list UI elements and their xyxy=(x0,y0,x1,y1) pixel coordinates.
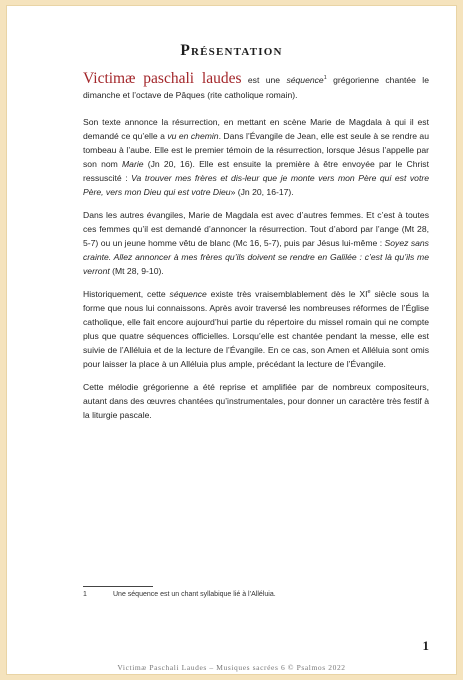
lead-title: Victimæ paschali laudes xyxy=(83,70,242,87)
body-text xyxy=(83,70,429,431)
paragraph-3: Historiquement, cette séquence existe très vraisemblablement dès le XIe siècle sous la forme que nous lui connaissons. Après avoir traversé les nombreuses réformes de l’Église catholique, elle fait encore aujourd’hui partie du répertoire du missel romain qui ne compte plus que quatre séquences officielles. Lorsqu’elle est chantée pendant la messe, elle est suivie de l’Alléluia et de la lecture de l’Évangile. En ce cas, son Amen et Alléluia sont omis pour laisser la place à un Alléluia plus ample, précédant la lecture de l’Évangile. xyxy=(83,289,429,369)
footnote-ref[interactable]: 1 xyxy=(323,75,327,82)
page-title: Présentation xyxy=(180,42,283,59)
page-footer: Victimæ Paschali Laudes – Musiques sacrées 6 © Psalmos 2022 xyxy=(117,663,346,672)
paragraph-2: Dans les autres évangiles, Marie de Magdala est avec d’autres femmes. Et c’est à toutes ces femmes qu’il est demandé d’annoncer la résurrection. Tout d’abord par l’ange (Mt 28, 5-7) ou un jeune homme vêtu de blanc (Mc 16, 5-7), puis par Jésus lui-même : Soyez sans crainte. Allez annoncer à mes frères qu’ils doivent se rendre en Galilée : c’est là qu’ils me verront (Mt 28, 9-10). xyxy=(83,210,429,276)
footnote-text: Une séquence est un chant syllabique lié à l’Alléluia. xyxy=(113,591,276,598)
footnote xyxy=(83,591,276,598)
paragraph-4: Cette mélodie grégorienne a été reprise et amplifiée par de nombreux compositeurs, autant dans des œuvres chantées qu’instrumentales, pour donner un caractère très festif à la liturgie pascale. xyxy=(83,382,429,420)
footnote-number: 1 xyxy=(83,591,87,598)
paragraph-1: Son texte annonce la résurrection, en mettant en scène Marie de Magdala à qui il est demandé ce qu’elle a vu en chemin. Dans l’Évangile de Jean, elle est seule à se rendre au tombeau à l’aube. Elle est le premier témoin de la résurrection, lorsque Jésus l’appelle par son nom Marie (Jn 20, 16). Elle est ensuite la première à être envoyée par le Christ ressuscité : Va trouver mes frères et dis-leur que je monte vers mon Père qui est votre Père, vers mon Dieu qui est votre Dieu» (Jn 20, 16-17). xyxy=(83,117,429,197)
footnote-divider xyxy=(83,586,153,587)
page-number: 1 xyxy=(422,638,429,653)
page xyxy=(7,6,456,674)
intro-paragraph: Victimæ paschali laudes est une séquence$^1$ grégorienne chantée le dimanche et l’octave de Pâques (rite catholique romain). xyxy=(83,70,430,100)
